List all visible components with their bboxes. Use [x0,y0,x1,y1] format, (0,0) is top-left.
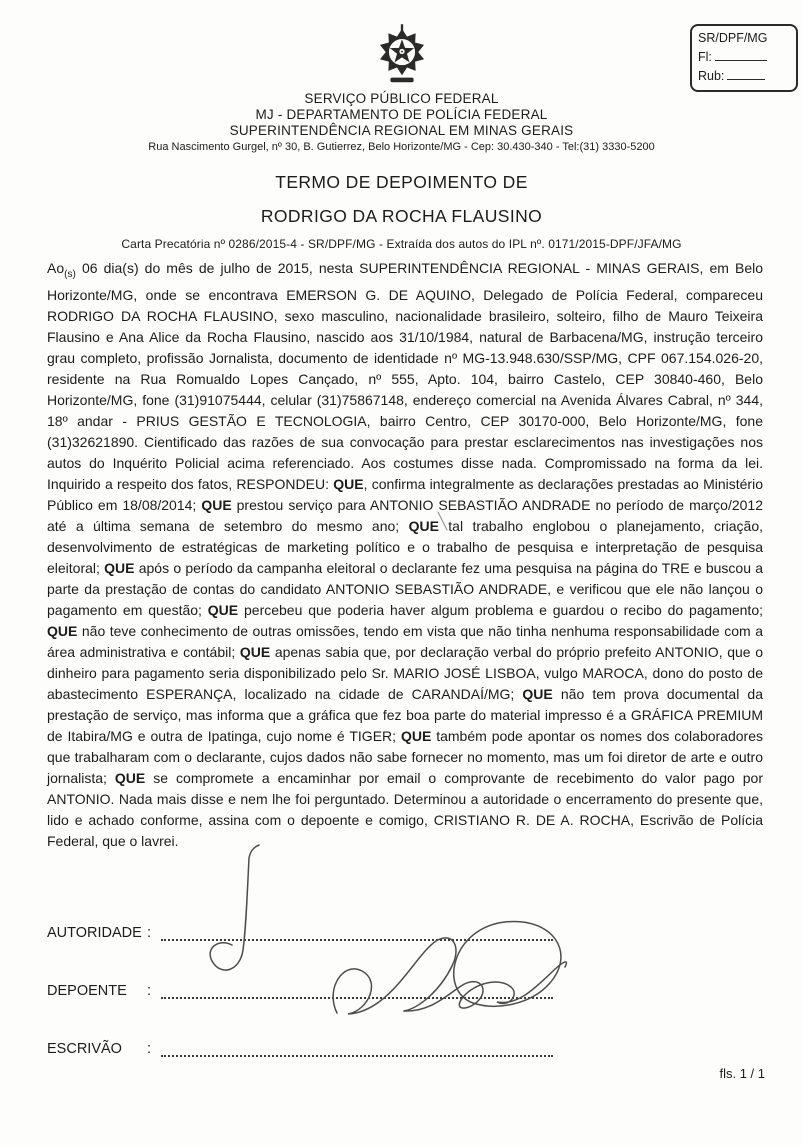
document-title-line-1: TERMO DE DEPOIMENTO DE [275,172,528,192]
title-block [0,172,803,251]
signature-label-escrivao: ESCRIVÃO [47,1041,122,1057]
signature-dotted-line-escrivao [161,1040,553,1057]
signature-row-escrivao [47,1036,577,1057]
stamp-title: SR/DPF/MG [698,31,768,45]
stamp-rub-row [698,67,790,86]
letterhead-address: Rua Nascimento Gurgel, nº 30, B. Gutierrez, Belo Horizonte/MG - Cep: 30.430-340 - Tel:(31) 3330-5200 [148,141,655,153]
signature-colon: : [147,925,152,941]
stamp-fl-label: Fl: [698,49,712,64]
page-indicator: fls. 1 / 1 [719,1066,765,1081]
letterhead [0,91,803,155]
stamp-box [690,24,798,92]
signature-colon: : [147,983,152,999]
stamp-fl-blank-line [715,49,767,61]
signature-dotted-line-depoente [161,982,553,999]
signature-label-depoente: DEPOENTE [47,983,127,999]
signature-label-autoridade: AUTORIDADE [47,925,142,941]
letterhead-line-3: SUPERINTENDÊNCIA REGIONAL EM MINAS GERAIS [229,123,574,138]
brazil-coat-of-arms-icon [373,24,431,91]
signature-colon: : [147,1041,152,1057]
signature-row-autoridade [47,920,577,941]
signature-dotted-line-autoridade [161,924,553,941]
deposition-body-text: $Ao_{(s)}$ 06 dia(s) do mês de julho de 2015, nesta SUPERINTENDÊNCIA REGIONAL - MINAS GERAIS, em Belo Horizonte/MG, onde se encontrava EMERSON G. DE AQUINO, Delegado de Polícia Federal, compareceu RODRIGO DA ROCHA FLAUSINO, sexo masculino, nacionalidade brasileiro, solteiro, filho de Mauro Teixeira Flausino e Ana Alice da Rocha Flausino, nascido aos 31/10/1984, natural de Barbacena/MG, instrução terceiro grau completo, profissão Jornalista, documento de identidade nº MG-13.948.630/SSP/MG, CPF 067.154.026-20, residente na Rua Romualdo Lopes Cançado, nº 555, Apto. 104, bairro Castelo, CEP 30840-460, Belo Horizonte/MG, fone (31)91075444, celular (31)75867148, endereço comercial na Avenida Álvares Cabral, nº 344, 18º andar - PRIUS GESTÃO E TECNOLOGIA, bairro Centro, CEP 30170-000, Belo Horizonte/MG, fone (31)32621890. Cientificado das razões de sua convocação para prestar esclarecimentos nas investigações nos autos do Inquérito Policial acima referenciado. Aos costumes disse nada. Compromissado na forma da lei. Inquirido a respeito dos fatos, RESPONDEU: QUE, confirma integralmente as declarações prestadas ao Ministério Público em 18/08/2014; QUE prestou serviço para ANTONIO SEBASTIÃO ANDRADE no período de março/2012 até a última semana de setembro do mesmo ano; QUE tal trabalho englobou o planejamento, criação, desenvolvimento de estratégicas de marketing político e o trabalho de pesquisa e interpretação de pesquisa eleitoral; QUE após o período da campanha eleitoral o declarante fez uma pesquisa na página do TRE e buscou a parte da prestação de contas do candidato ANTONIO SEBASTIÃO ANDRADE, e verificou que ele não lançou o pagamento em questão; QUE percebeu que poderia haver algum problema e guardou o recibo do pagamento; QUE não teve conhecimento de outras omissões, tendo em vista que não tinha nenhuma responsabilidade com a área administrativa e contábil; QUE apenas sabia que, por declaração verbal do próprio prefeito ANTONIO, que o dinheiro para pagamento seria disponibilizado pelo Sr. MARIO JOSÉ LISBOA, vulgo MAROCA, dono do posto de abastecimento ESPERANÇA, localizado na cidade de CARANDAÍ/MG; QUE não tem prova documental da prestação de serviço, mas informa que a gráfica que fez boa parte do material impresso é a GRÁFICA PREMIUM de Itabira/MG e outra de Ipatinga, cujo nome é TIGER; QUE também pode apontar os nomes dos colaboradores que trabalharam com o declarante, cujos dados não sabe fornecer no momento, mas um foi diretor de arte e outro jornalista; QUE se compromete a encaminhar por email o comprovante de recebimento do valor pago por ANTONIO. Nada mais disse e nem lhe foi perguntado. Determinou a autoridade o encerramento do presente que, lido e achado conforme, assina com o depoente e comigo, CRISTIANO R. DE A. ROCHA, Escrivão de Polícia Federal, que o lavrei. [47,260,764,849]
stamp-rub-label: Rub: [698,68,725,83]
signature-row-depoente [47,978,577,999]
signature-block [47,920,577,1094]
stamp-rub-blank-line [727,68,765,80]
case-reference-line: Carta Precatória nº 0286/2015-4 - SR/DPF/MG - Extraída dos autos do IPL nº. 0171/2015-DPF/JFA/MG [121,237,682,251]
stamp-fl-row [698,48,790,67]
letterhead-line-1: SERVIÇO PÚBLICO FEDERAL [304,91,499,106]
document-title-line-2: RODRIGO DA ROCHA FLAUSINO [260,206,543,226]
letterhead-line-2: MJ - DEPARTAMENTO DE POLÍCIA FEDERAL [255,107,548,122]
